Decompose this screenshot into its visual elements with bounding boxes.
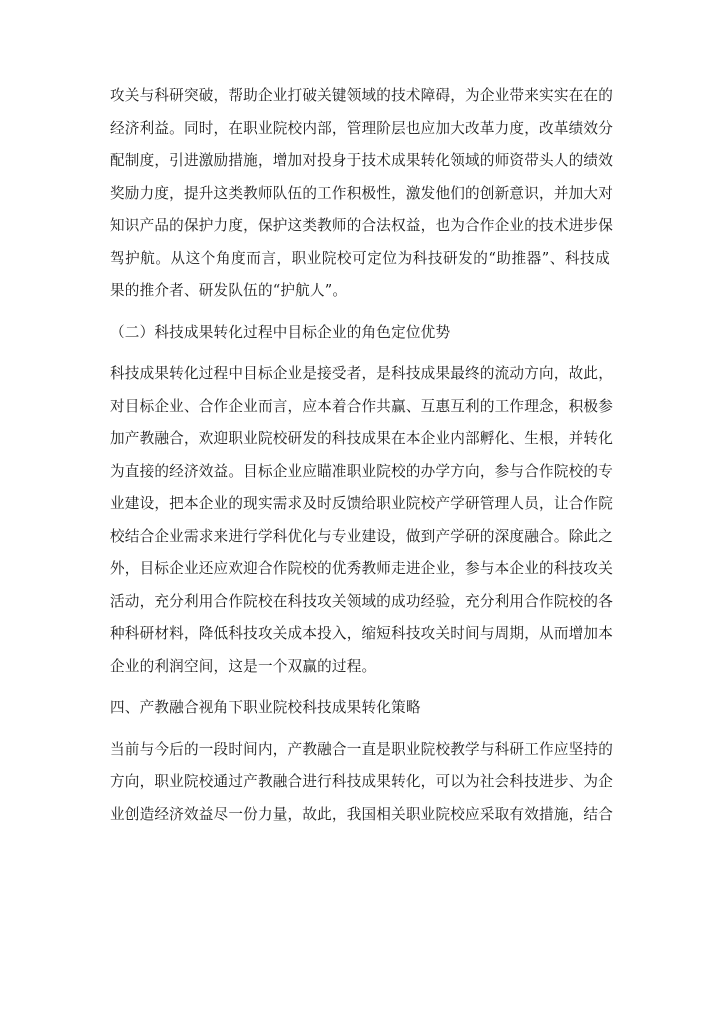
paragraph-2 (110, 358, 613, 683)
paragraph-2-line: 种科研材料，降低科技攻关成本投入，缩短科技攻关时间与周期，从而增加本 (110, 625, 613, 642)
paragraph-2-line: 业建设，把本企业的现实需求及时反馈给职业院校产学研管理人员，让合作院 (110, 495, 613, 512)
paragraph-2-line: 科技成果转化过程中目标企业是接受者，是科技成果最终的流动方向，故此， (110, 365, 613, 382)
paragraph-2-line: 企业的利润空间，这是一个双赢的过程。 (110, 657, 377, 675)
paragraph-2-line: 活动，充分利用合作院校在科技攻关领域的成功经验，充分利用合作院校的各 (110, 592, 613, 610)
paragraph-1-line: 配制度，引进激励措施，增加对投身于技术成果转化领域的师资带头人的绩效 (110, 152, 613, 169)
paragraph-2-line: 外，目标企业还应欢迎合作院校的优秀教师走进企业，参与本企业的科技攻关 (110, 560, 613, 577)
paragraph-1-line: 果的推介者、研发队伍的“护航人”。 (110, 282, 348, 299)
paragraph-3-line: 业创造经济效益尽一份力量，故此，我国相关职业院校应采取有效措施，结合 (110, 805, 613, 823)
document-page (110, 80, 613, 831)
paragraph-1-line: 经济利益。同时，在职业院校内部，管理阶层也应加大改革力度，改革绩效分 (110, 119, 613, 137)
paragraph-2-line: 为直接的经济效益。目标企业应瞄准职业院校的办学方向，参与合作院校的专 (110, 462, 613, 480)
paragraph-2-line: 对目标企业、合作企业而言，应本着合作共赢、互惠互利的工作理念，积极参 (110, 397, 613, 415)
paragraph-1-line: 攻关与科研突破，帮助企业打破关键领域的技术障碍，为企业带来实实在在的 (110, 87, 613, 104)
paragraph-1-line: 驾护航。从这个角度而言，职业院校可定位为科技研发的“助推器”、科技成 (110, 249, 610, 267)
paragraph-1 (110, 80, 613, 308)
section-heading-3: 四、产教融合视角下职业院校科技成果转化策略 (110, 699, 421, 716)
paragraph-1-line: 奖励力度，提升这类教师队伍的工作积极性，激发他们的创新意识，并加大对 (110, 184, 613, 202)
paragraph-1-line: 知识产品的保护力度，保护这类教师的合法权益，也为合作企业的技术进步保 (110, 217, 613, 234)
paragraph-3-line: 方向，职业院校通过产教融合进行科技成果转化，可以为社会科技进步、为企 (110, 773, 613, 790)
paragraph-3 (110, 734, 613, 832)
paragraph-2-line: 校结合企业需求来进行学科优化与专业建设，做到产学研的深度融合。除此之 (110, 527, 613, 545)
paragraph-2-line: 加产教融合，欢迎职业院校研发的科技成果在本企业内部孵化、生根，并转化 (110, 430, 613, 447)
section-heading-2: （二）科技成果转化过程中目标企业的角色定位优势 (110, 323, 451, 341)
paragraph-3-line: 当前与今后的一段时间内，产教融合一直是职业院校教学与科研工作应坚持的 (110, 740, 613, 758)
